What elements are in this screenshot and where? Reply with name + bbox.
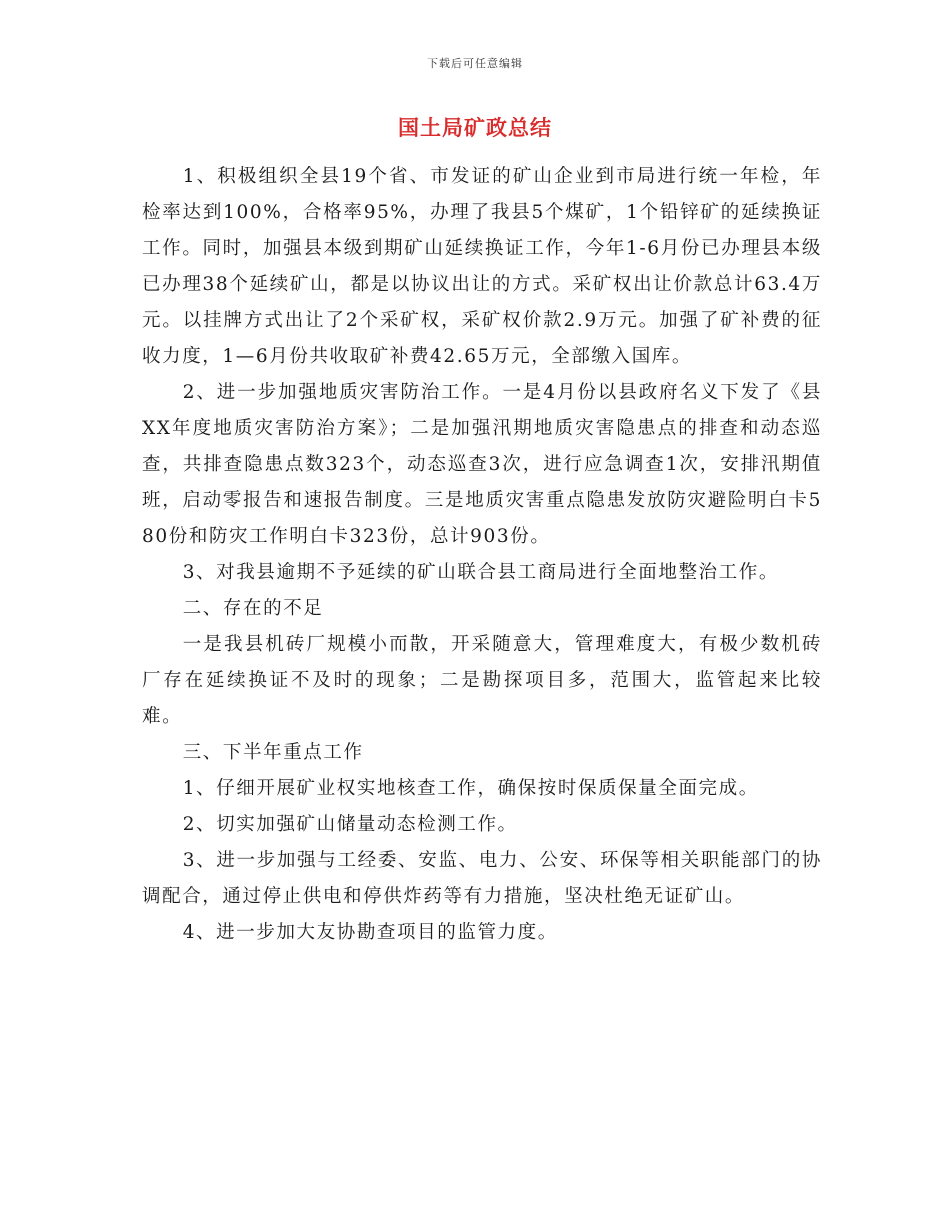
page-header-note: 下载后可任意编辑 xyxy=(427,57,523,70)
paragraph-shortcomings: 一是我县机砖厂规模小而散，开采随意大，管理难度大，有极少数机砖厂存在延续换证不及时的现象；二是勘探项目多，范围大，监管起来比较难。 xyxy=(142,634,822,727)
paragraph-item-1: 1、积极组织全县19个省、市发证的矿山企业到市局进行统一年检，年检率达到100%，合格率95%，办理了我县5个煤矿，1个铅锌矿的延续换证工作。同时，加强县本级到期矿山延续换证工作，今年1-6月份已办理县本级已办理38个延续矿山，都是以协议出让的方式。采矿权出让价款总计63.4万元。以挂牌方式出让了2个采矿权，采矿权价款2.9万元。加强了矿补费的征收力度，1—6月份共收取矿补费42.65万元，全部缴入国库。 xyxy=(142,166,822,367)
plan-item-4: 4、进一步加大友协勘查项目的监管力度。 xyxy=(182,922,558,943)
plan-item-2: 2、切实加强矿山储量动态检测工作。 xyxy=(182,814,518,835)
section-heading-shortcomings: 二、存在的不足 xyxy=(182,598,324,619)
paragraph-item-3: 3、对我县逾期不予延续的矿山联合县工商局进行全面地整治工作。 xyxy=(182,562,779,583)
plan-item-3: 3、进一步加强与工经委、安监、电力、公安、环保等相关职能部门的协调配合，通过停止供电和停供炸药等有力措施，坚决杜绝无证矿山。 xyxy=(142,850,822,907)
section-heading-second-half-plan: 三、下半年重点工作 xyxy=(182,742,364,763)
document-title: 国土局矿政总结 xyxy=(398,115,552,140)
document-body xyxy=(142,159,822,951)
paragraph-item-2: 2、进一步加强地质灾害防治工作。一是4月份以县政府名义下发了《县XX年度地质灾害防治方案》；二是加强汛期地质灾害隐患点的排查和动态巡查，共排查隐患点数323个，动态巡查3次，进行应急调查1次，安排汛期值班，启动零报告和速报告制度。三是地质灾害重点隐患发放防灾避险明白卡580份和防灾工作明白卡323份，总计903份。 xyxy=(142,382,822,547)
plan-item-1: 1、仔细开展矿业权实地核查工作，确保按时保质保量全面完成。 xyxy=(182,778,759,799)
